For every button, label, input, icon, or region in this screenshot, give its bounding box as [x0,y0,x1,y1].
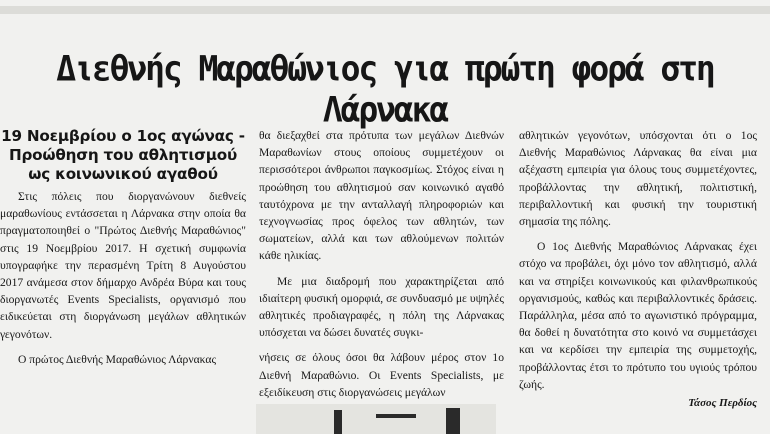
subheadline: 19 Νοεμβρίου ο 1ος αγώνας - Προώθηση του αθλητισμού ως κοινωνικού αγαθού [1,127,245,183]
paragraph: αθλητικών γεγονότων, υπόσχονται ότι ο 1ος Διεθνής Μαραθώνιος Λάρνακας θα είναι μια αξέχαστη εμπειρία για όλους τους συμμετέχοντες, προβάλλοντας την αθλητική, πολιτιστική, περιβαλλοντική και φυσική την τουριστική σημασία της πόλης. [519,129,757,229]
paragraph: Ο πρώτος Διεθνής Μαραθώνιος Λάρνακας [18,352,217,366]
paragraph: Στις πόλεις που διοργανώνουν διεθνείς μαραθωνίους εντάσσεται η Λάρνακα στην οποία θα πραγματοποιηθεί ο "Πρώτος Διεθνής Μαραθώνιος" στις 19 Νοεμβρίου 2017. Η σχετική συμφωνία υπογραφήκε την περασμένη Τρίτη 8 Αυγούστου 2017 ανάμεσα στον δήμαρχο Ανδρέα Βύρα και τους διοργανωτές Events Specialists, οργανισμό που ειδικεύεται στη διοργάνωση μεγάλων αθλητικών γεγονότων. [0,190,246,341]
column-1 [0,127,246,368]
column-2 [259,127,504,401]
headline: Διεθνής Μαραθώνιος για πρώτη φορά στη Λάρνακα [56,48,714,130]
top-border [0,6,770,14]
paragraph: νήσεις σε όλους όσοι θα λάβουν μέρος στον 1ο Διεθνή Μαραθώνιο. Οι Events Specialists, με εξειδίκευση στις διοργανώσεις μεγάλων [259,351,504,399]
paragraph: Με μια διαδρομή που χαρακτηρίζεται από ιδιαίτερη φυσική ομορφιά, σε συνδυασμό με υψηλές αθλητικές προδιαγραφές, η πόλη της Λάρνακας υπόσχεται να δώσει δυνατές συγκι- [259,274,504,340]
photo-fragment [256,404,496,434]
paragraph: θα διεξαχθεί στα πρότυπα των μεγάλων Διεθνών Μαραθωνίων στους οποίους συμμετέχουν οι περισσότεροι άνθρωποι παγκοσμίως. Στόχος είναι η προώθηση του αθλητισμού σαν κοινωνικό αγαθό ταυτόχρονα με την ανταλλαγή πληροφοριών και τεχνογνωσίας προς όφελος των αθλητών, των σωματείων, αλλά και των αθλούμενων πολιτών κάθε ηλικίας. [259,129,504,263]
author-signature: Τάσος Περδίος [688,397,757,410]
paragraph: Ο 1ος Διεθνής Μαραθώνιος Λάρνακας έχει στόχο να προβάλει, όχι μόνο τον αθλητισμό, αλλά και να στηρίξει κοινωνικούς και φιλανθρωπικούς οργανισμούς, καθώς και περιβαλλοντικές δράσεις. Παράλληλα, μέσα από το αγωνιστικό πρόγραμμα, θα δοθεί η δυνατότητα στο κοινό να συμμετάσχει και να κερδίσει την εμπειρία της συμμετοχής, προβάλλοντας έτσι το πρότυπο του υγιούς τρόπου ζωής. [519,240,757,391]
column-3 [519,127,757,412]
